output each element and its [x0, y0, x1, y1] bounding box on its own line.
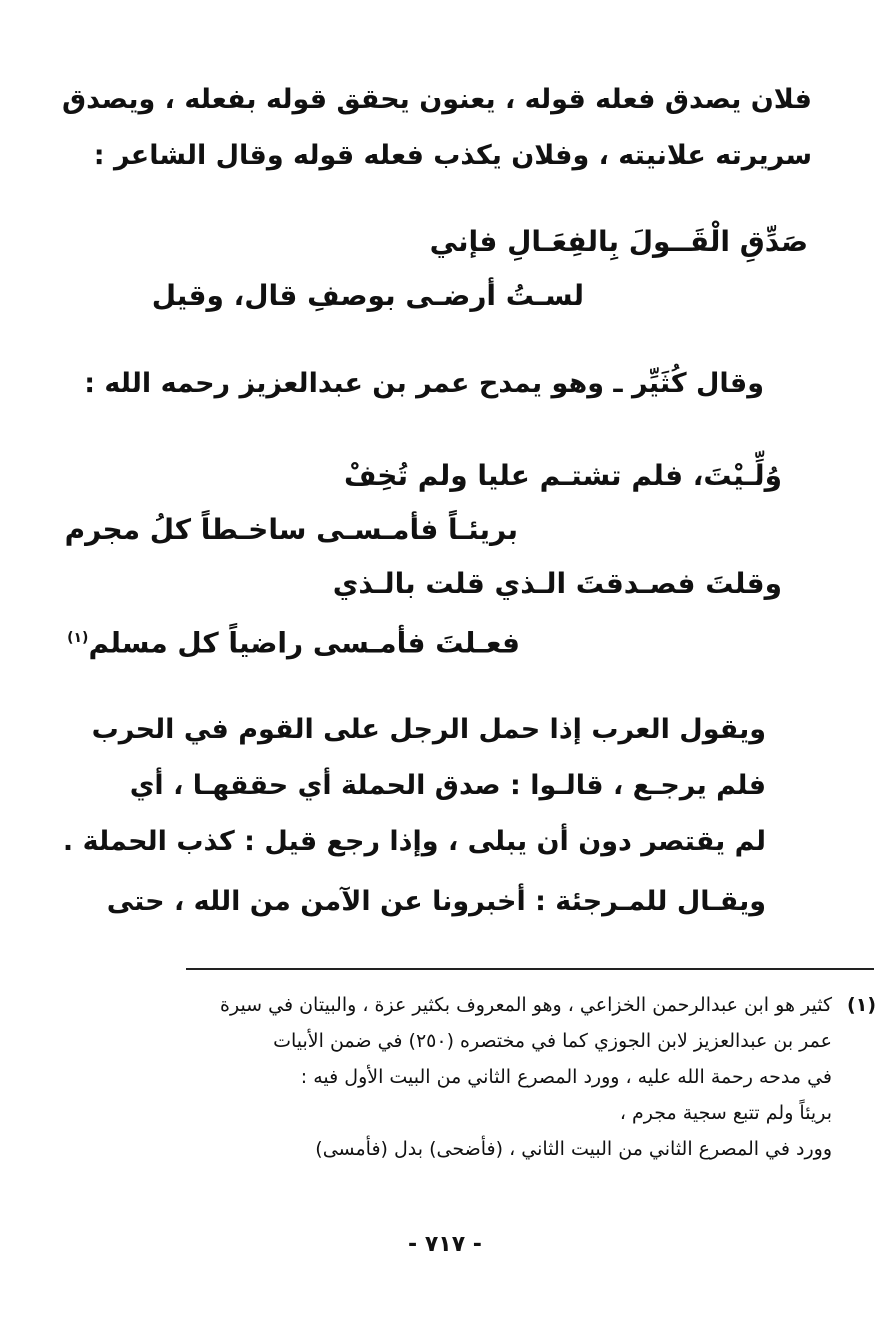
verse-text: فعـلتَ فأمـسى راضياً كل مسلم	[88, 626, 520, 660]
page-number: - ٧١٧ -	[408, 1232, 482, 1257]
footnote-line: كثير هو ابن عبدالرحمن الخزاعي ، وهو المعروف بكثير عزة ، والبيتان في سيرة	[220, 994, 832, 1016]
verse-line: صَدِّقِ الْقَــولَ بِالفِعَـالِ فإني	[429, 225, 808, 258]
footnote-divider	[186, 968, 874, 970]
verse-intro: وقال كُثَيِّر ـ وهو يمدح عمر بن عبدالعزيز رحمه الله :	[84, 368, 764, 399]
body-line: فلان يصدق فعله قوله ، يعنون يحقق قوله بفعله ، ويصدق	[62, 84, 812, 115]
footnote-reference: (١)	[67, 630, 89, 646]
verse-line: بريئـاً فأمـسـى ساخـطاً كلُ مجرم	[64, 513, 518, 546]
footnote-marker: (١)	[847, 994, 876, 1016]
body-line: لم يقتصر دون أن يبلى ، وإذا رجع قيل : كذب الحملة .	[62, 826, 766, 857]
footnote-line: في مدحه رحمة الله عليه ، وورد المصرع الثاني من البيت الأول فيه :	[300, 1066, 832, 1088]
verse-line: لسـتُ أرضـى بوصفِ قال، وقيل	[151, 279, 584, 312]
verse-line	[67, 618, 520, 663]
body-line: فلم يرجـع ، قالـوا : صدق الحملة أي حققهـا ، أي	[129, 770, 766, 801]
body-line: ويقـال للمـرجئة : أخبرونا عن الآمن من الله ، حتى	[106, 886, 766, 917]
footnote-line: بريئاً ولم تتبع سجية مجرم ،	[619, 1102, 832, 1124]
verse-line: وقلتَ فصـدقتَ الـذي قلت بالـذي	[332, 567, 782, 600]
verse-line: وُلِّـيْتَ، فلم تشتـم عليا ولم تُخِفْ	[343, 459, 782, 492]
footnote-line: وورد في المصرع الثاني من البيت الثاني ، (فأضحى) بدل (فأمسى)	[315, 1138, 832, 1160]
footnote-line: عمر بن عبدالعزيز لابن الجوزي كما في مختصره (٢٥٠) في ضمن الأبيات	[273, 1030, 832, 1052]
body-line: سريرته علانيته ، وفلان يكذب فعله قوله وقال الشاعر :	[93, 140, 812, 171]
body-line: ويقول العرب إذا حمل الرجل على القوم في الحرب	[91, 714, 766, 745]
